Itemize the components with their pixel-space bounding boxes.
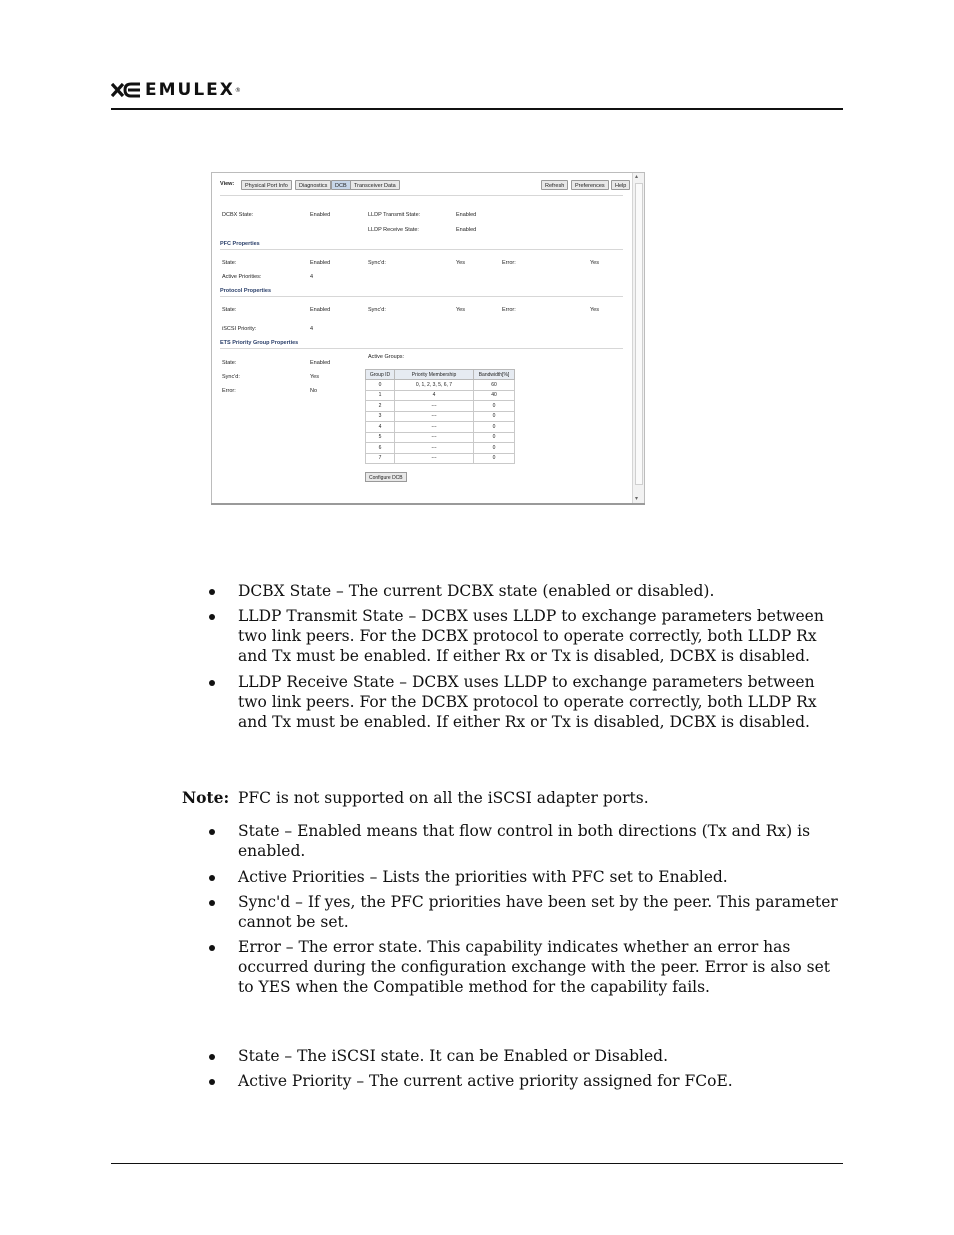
pfc-bullet-error: Error – The error state. This capability indicates whether an error has occurred during the configuration exchange with the peer. Error is also set to YES when the Compatible method for the capability fails. [238,938,830,996]
table-cell: 0 [474,453,515,464]
table-cell: 0 [474,432,515,443]
tab-dcb[interactable]: DCB [331,180,351,190]
lldp-tx-value: Enabled [456,212,477,218]
emulex-logo-icon [111,81,141,99]
scrollbar-thumb[interactable] [635,183,643,485]
table-cell: 0 [474,443,515,454]
footer-rule [111,1163,843,1164]
trademark: ® [234,86,241,94]
pfc-bullet-active-priorities: Active Priorities – Lists the priorities with PFC set to Enabled. [238,868,728,886]
table-row [366,401,515,412]
pfc-state-label: State: [222,260,237,266]
table-cell: 40 [474,390,515,401]
table-cell: 0 [474,411,515,422]
tab-physical-port-info[interactable]: Physical Port Info [241,180,292,190]
dcb-screenshot [211,172,645,505]
protocol-section-title: Protocol Properties [220,288,272,294]
table-cell: 3 [366,411,395,422]
protocol-bullet-state: State – The iSCSI state. It can be Enabled or Disabled. [238,1047,669,1065]
protocol-error-value: Yes [590,307,599,313]
dcbx-state-value: Enabled [310,212,331,218]
help-button[interactable]: Help [611,180,630,190]
lldp-rx-value: Enabled [456,227,477,233]
active-groups-label: Active Groups: [368,354,405,360]
table-cell: 4 [366,422,395,433]
preferences-button[interactable]: Preferences [571,180,609,190]
table-row [366,380,515,391]
protocol-error-label: Error: [502,307,516,313]
toolbar-divider [220,195,623,196]
pfc-error-value: Yes [590,260,599,266]
iscsi-priority-label: iSCSI Priority: [222,326,257,332]
lldp-rx-label: LLDP Receive State: [368,227,419,233]
table-cell: 1 [366,390,395,401]
table-cell: 0 [366,380,395,391]
bullet-icon [209,680,215,686]
table-row [366,390,515,401]
pfc-syncd-value: Yes [456,260,465,266]
table-cell: 5 [366,432,395,443]
active-groups-table [365,369,515,464]
table-cell: --- [395,411,474,422]
brand-name: EMULEX [145,80,235,100]
protocol-bullet-active-priority: Active Priority – The current active priority assigned for FCoE. [238,1072,733,1090]
bullet-icon [209,945,215,951]
table-cell: --- [395,453,474,464]
emulex-logo [111,80,241,100]
table-row [366,432,515,443]
pfc-active-value: 4 [310,274,314,280]
protocol-syncd-label: Sync'd: [368,307,386,313]
ets-state-label: State: [222,360,237,366]
pfc-bullet-state: State – Enabled means that flow control in both directions (Tx and Rx) is enabled. [238,822,811,860]
refresh-button[interactable]: Refresh [541,180,568,190]
pfc-active-label: Active Priorities: [222,274,262,280]
ets-section-title: ETS Priority Group Properties [220,340,299,346]
table-row [366,453,515,464]
ets-divider [220,348,623,349]
dcbx-bullet-state: DCBX State – The current DCBX state (enabled or disabled). [238,582,715,600]
screenshot-bottom-edge [211,503,645,505]
table-cell: 4 [395,390,474,401]
table-row [366,411,515,422]
bullet-icon [209,614,215,620]
table-cell: 0 [474,401,515,412]
table-cell: 7 [366,453,395,464]
bullet-icon [209,900,215,906]
column-header-priority-membership: Priority Membership [395,370,474,380]
bullet-icon [209,829,215,835]
view-label: View: [220,181,235,187]
table-cell: 0, 1, 2, 3, 5, 6, 7 [395,380,474,391]
column-header-group-id: Group ID [366,370,395,380]
bullet-icon [209,875,215,881]
column-header-bandwidth: Bandwidth[%] [474,370,515,380]
table-cell: 0 [474,422,515,433]
table-cell: --- [395,422,474,433]
table-row [366,443,515,454]
table-cell: --- [395,432,474,443]
protocol-syncd-value: Yes [456,307,465,313]
bullet-icon [209,1054,215,1060]
scroll-down-icon[interactable]: ▾ [635,496,639,502]
table-row [366,422,515,433]
protocol-divider [220,296,623,297]
ets-error-value: No [310,388,318,394]
pfc-error-label: Error: [502,260,516,266]
configure-dcb-button[interactable]: Configure DCB [365,472,407,482]
note-label: Note: [182,788,230,807]
scroll-up-icon[interactable]: ▴ [635,174,639,180]
bullet-icon [209,589,215,595]
bullet-icon [209,1079,215,1085]
table-cell: 6 [366,443,395,454]
active-groups-body [366,380,515,464]
dcbx-bullet-lldp-rx: LLDP Receive State – DCBX uses LLDP to exchange parameters between two link peers. For the DCBX protocol to operate correctly, both LLDP Rx and Tx must be enabled. If either Rx or Tx is disabled, DCBX is disabled. [238,673,817,731]
protocol-state-label: State: [222,307,237,313]
ets-state-value: Enabled [310,360,331,366]
pfc-section-title: PFC Properties [220,241,260,247]
note-text: PFC is not supported on all the iSCSI adapter ports. [238,789,649,807]
table-cell: --- [395,443,474,454]
iscsi-priority-value: 4 [310,326,314,332]
dcbx-state-label: DCBX State: [222,212,254,218]
lldp-tx-label: LLDP Transmit State: [368,212,421,218]
tab-transceiver-data[interactable]: Transceiver Data [350,180,400,190]
protocol-state-value: Enabled [310,307,331,313]
header-rule [111,108,843,110]
pfc-syncd-label: Sync'd: [368,260,386,266]
ets-syncd-value: Yes [310,374,319,380]
pfc-divider [220,249,623,250]
table-cell: --- [395,401,474,412]
vertical-scrollbar[interactable] [632,173,644,504]
table-cell: 2 [366,401,395,412]
ets-error-label: Error: [222,388,236,394]
pfc-bullet-syncd: Sync'd – If yes, the PFC priorities have been set by the peer. This parameter cannot be set. [238,893,838,931]
pfc-state-value: Enabled [310,260,331,266]
dcbx-bullet-lldp-tx: LLDP Transmit State – DCBX uses LLDP to exchange parameters between two link peers. For the DCBX protocol to operate correctly, both LLDP Rx and Tx must be enabled. If either Rx or Tx is disabled, DCBX is disabled. [238,607,824,665]
table-cell: 60 [474,380,515,391]
ets-syncd-label: Sync'd: [222,374,240,380]
tab-diagnostics[interactable]: Diagnostics [295,180,331,190]
